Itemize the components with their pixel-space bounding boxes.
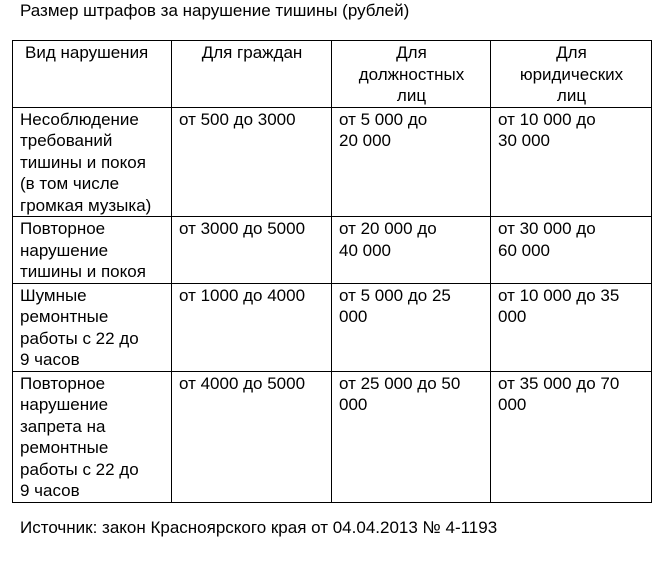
violation-cell: Шумные ремонтные работы с 22 до 9 часов xyxy=(13,283,172,371)
officials-fine-cell: от 25 000 до 50 000 xyxy=(332,371,491,502)
legal-entities-fine-cell: от 35 000 до 70 000 xyxy=(491,371,652,502)
legal-entities-fine-cell: от 10 000 до 35 000 xyxy=(491,283,652,371)
header-officials: Для должностных лиц xyxy=(332,41,491,108)
legal-entities-fine-cell: от 10 000 до 30 000 xyxy=(491,107,652,217)
citizens-fine-cell: от 1000 до 4000 xyxy=(172,283,332,371)
header-violation-type: Вид нарушения xyxy=(13,41,172,108)
officials-fine-cell: от 5 000 до 25 000 xyxy=(332,283,491,371)
citizens-fine-cell: от 500 до 3000 xyxy=(172,107,332,217)
table-row xyxy=(13,283,652,371)
source-note: Источник: закон Красноярского края от 04.04.2013 № 4-1193 xyxy=(20,518,498,537)
page-title: Размер штрафов за нарушение тишины (рублей) xyxy=(20,1,410,20)
violation-cell: Несоблюдение требований тишины и покоя (в том числе громкая музыка) xyxy=(13,107,172,217)
table-row xyxy=(13,217,652,284)
legal-entities-fine-cell: от 30 000 до 60 000 xyxy=(491,217,652,284)
violation-cell: Повторное нарушение тишины и покоя xyxy=(13,217,172,284)
officials-fine-cell: от 20 000 до 40 000 xyxy=(332,217,491,284)
officials-fine-cell: от 5 000 до 20 000 xyxy=(332,107,491,217)
table-row xyxy=(13,107,652,217)
header-citizens: Для граждан xyxy=(172,41,332,108)
citizens-fine-cell: от 4000 до 5000 xyxy=(172,371,332,502)
violation-cell: Повторное нарушение запрета на ремонтные работы с 22 до 9 часов xyxy=(13,371,172,502)
header-legal-entities: Для юридических лиц xyxy=(491,41,652,108)
citizens-fine-cell: от 3000 до 5000 xyxy=(172,217,332,284)
table-row xyxy=(13,371,652,502)
fines-table xyxy=(12,40,652,503)
table-header-row xyxy=(13,41,652,108)
